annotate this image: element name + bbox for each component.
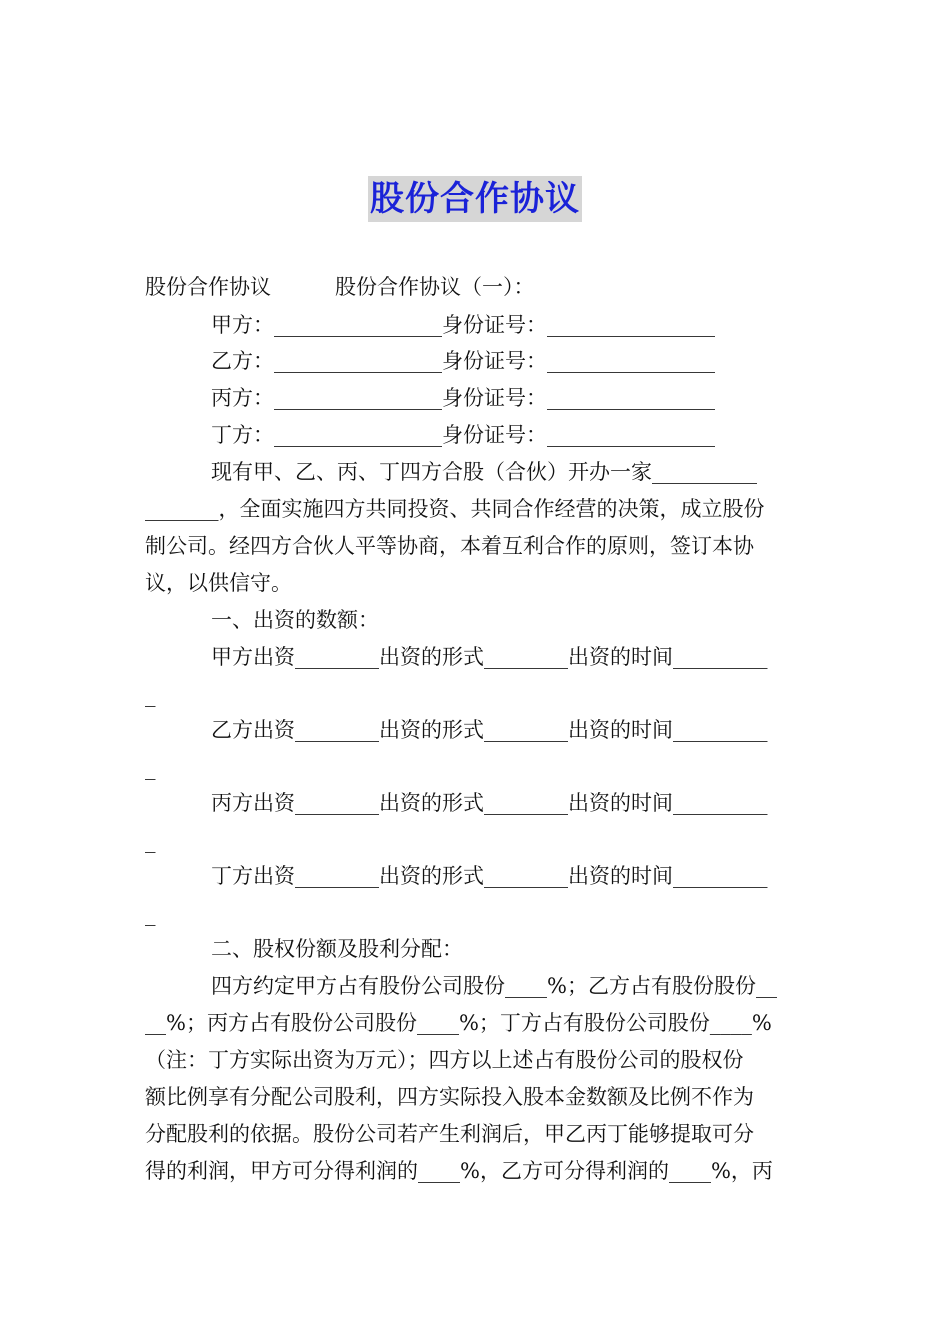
contribution-line: 丙方出资________出资的形式________出资的时间_________ bbox=[211, 791, 768, 815]
paragraph-line: _______，全面实施四方共同投资、共同合作经营的决策，成立股份 bbox=[145, 497, 765, 521]
contribution-overflow: _ bbox=[145, 902, 156, 926]
contribution-line: 丁方出资________出资的形式________出资的时间_________ bbox=[211, 864, 768, 888]
paragraph-line: __%；丙方占有股份公司股份____%；丁方占有股份公司股份____% bbox=[145, 1011, 772, 1035]
paragraph-line: 制公司。经四方合伙人平等协商，本着互利合作的原则，签订本协 bbox=[145, 534, 754, 558]
paragraph-line: 额比例享有分配公司股利，四方实际投入股本金数额及比例不作为 bbox=[145, 1085, 754, 1109]
contribution-overflow: _ bbox=[145, 683, 156, 707]
section-heading-2: 二、股权份额及股利分配： bbox=[211, 937, 463, 961]
paragraph-line: 得的利润，甲方可分得利润的____%，乙方可分得利润的____%，丙 bbox=[145, 1159, 773, 1183]
intro-subheading: 股份合作协议（一）： bbox=[335, 275, 535, 299]
intro-line bbox=[145, 272, 535, 302]
contribution-overflow: _ bbox=[145, 756, 156, 780]
contribution-line: 甲方出资________出资的形式________出资的时间_________ bbox=[211, 645, 768, 669]
paragraph-line: 四方约定甲方占有股份公司股份____%；乙方占有股份股份__ bbox=[211, 974, 777, 998]
party-a-line: 甲方：________________身份证号：________________ bbox=[211, 313, 715, 337]
party-c-line: 丙方：________________身份证号：________________ bbox=[211, 386, 715, 410]
title-container bbox=[0, 176, 950, 222]
intro-heading: 股份合作协议 bbox=[145, 275, 271, 299]
paragraph-line: 议，以供信守。 bbox=[145, 571, 292, 595]
paragraph-line: 分配股利的依据。股份公司若产生利润后，甲乙丙丁能够提取可分 bbox=[145, 1122, 754, 1146]
party-d-line: 丁方：________________身份证号：________________ bbox=[211, 423, 715, 447]
contribution-overflow: _ bbox=[145, 829, 156, 853]
paragraph-line: （注：丁方实际出资为万元）；四方以上述占有股份公司的股权份 bbox=[145, 1048, 744, 1072]
party-b-line: 乙方：________________身份证号：________________ bbox=[211, 349, 715, 373]
paragraph-line: 现有甲、乙、丙、丁四方合股（合伙）开办一家__________ bbox=[211, 460, 757, 484]
section-heading-1: 一、出资的数额： bbox=[211, 608, 379, 632]
contribution-line: 乙方出资________出资的形式________出资的时间_________ bbox=[211, 718, 768, 742]
document-title: 股份合作协议 bbox=[368, 176, 582, 222]
